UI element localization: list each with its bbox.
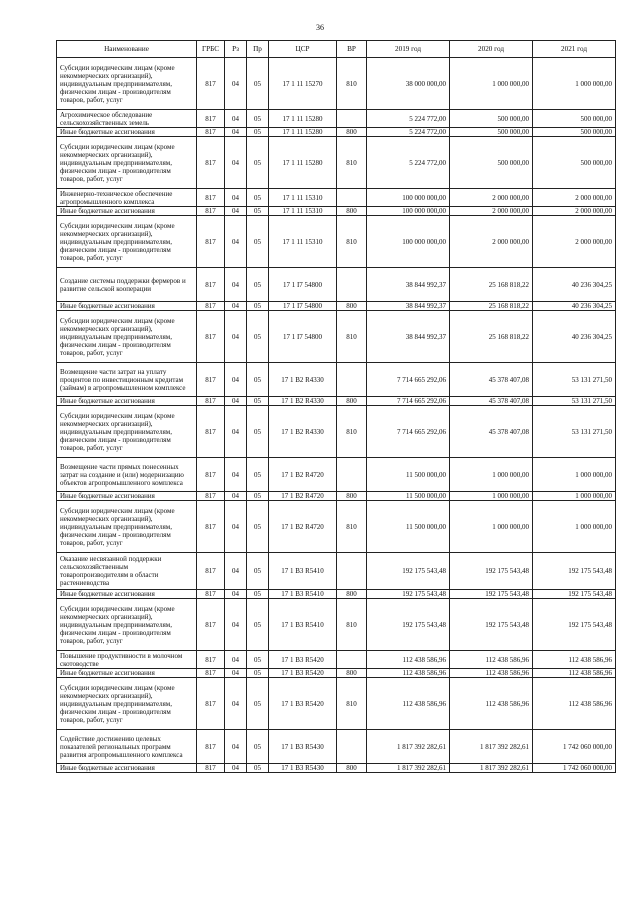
cell-name: Иные бюджетные ассигнования [57, 492, 197, 501]
cell-y2019: 192 175 543,48 [367, 590, 450, 599]
cell-vr [337, 553, 367, 590]
cell-grbs: 817 [197, 137, 225, 189]
cell-rz: 04 [225, 363, 247, 397]
cell-pr: 05 [247, 110, 269, 128]
cell-y2020: 1 000 000,00 [450, 492, 533, 501]
cell-csr: 17 1 11 15280 [269, 110, 337, 128]
cell-rz: 04 [225, 311, 247, 363]
table-row [57, 730, 616, 764]
cell-y2020: 2 000 000,00 [450, 189, 533, 207]
cell-name: Субсидии юридическим лицам (кроме некоммерческих организаций), индивидуальным предпринимателям, физическим лицам - производителям товаров, работ, услуг [57, 311, 197, 363]
cell-name: Содействие достижению целевых показателей региональных программ развития агропромышленного комплекса [57, 730, 197, 764]
cell-y2019: 5 224 772,00 [367, 110, 450, 128]
table-row [57, 678, 616, 730]
cell-y2021: 112 438 586,96 [533, 651, 616, 669]
cell-y2021: 500 000,00 [533, 110, 616, 128]
table-row [57, 128, 616, 137]
cell-grbs: 817 [197, 730, 225, 764]
cell-pr: 05 [247, 137, 269, 189]
cell-pr: 05 [247, 311, 269, 363]
cell-y2019: 38 000 000,00 [367, 58, 450, 110]
cell-csr: 17 1 B3 R5410 [269, 590, 337, 599]
cell-csr: 17 1 B2 R4330 [269, 397, 337, 406]
header-pr: Пр [247, 41, 269, 58]
cell-vr: 810 [337, 501, 367, 553]
cell-vr: 800 [337, 590, 367, 599]
cell-y2019: 192 175 543,48 [367, 553, 450, 590]
cell-name: Возмещение части затрат на уплату процентов по инвестиционным кредитам (займам) в агропромышленном комплексе [57, 363, 197, 397]
cell-y2021: 500 000,00 [533, 128, 616, 137]
table-row [57, 137, 616, 189]
cell-csr: 17 1 I7 54800 [269, 311, 337, 363]
header-name: Наименование [57, 41, 197, 58]
cell-y2020: 112 438 586,96 [450, 678, 533, 730]
cell-vr [337, 110, 367, 128]
cell-vr [337, 363, 367, 397]
cell-y2020: 1 000 000,00 [450, 501, 533, 553]
cell-y2019: 7 714 665 292,06 [367, 397, 450, 406]
cell-y2021: 1 742 060 000,00 [533, 764, 616, 773]
cell-grbs: 817 [197, 363, 225, 397]
cell-pr: 05 [247, 363, 269, 397]
cell-grbs: 817 [197, 501, 225, 553]
cell-y2019: 38 844 992,37 [367, 311, 450, 363]
cell-vr: 800 [337, 764, 367, 773]
cell-y2021: 1 000 000,00 [533, 492, 616, 501]
cell-grbs: 817 [197, 678, 225, 730]
budget-table [56, 40, 616, 773]
table-body [57, 58, 616, 773]
cell-y2020: 1 817 392 282,61 [450, 730, 533, 764]
cell-y2021: 53 131 271,50 [533, 406, 616, 458]
table-row [57, 189, 616, 207]
page-number: 36 [316, 23, 324, 32]
table-row [57, 458, 616, 492]
table-row [57, 764, 616, 773]
cell-name: Субсидии юридическим лицам (кроме некоммерческих организаций), индивидуальным предпринимателям, физическим лицам - производителям товаров, работ, услуг [57, 599, 197, 651]
cell-grbs: 817 [197, 590, 225, 599]
cell-csr: 17 1 B2 R4720 [269, 492, 337, 501]
cell-y2021: 2 000 000,00 [533, 216, 616, 268]
cell-rz: 04 [225, 216, 247, 268]
cell-csr: 17 1 11 15310 [269, 207, 337, 216]
cell-csr: 17 1 B3 R5420 [269, 678, 337, 730]
cell-csr: 17 1 B3 R5410 [269, 599, 337, 651]
cell-y2019: 7 714 665 292,06 [367, 406, 450, 458]
cell-y2019: 100 000 000,00 [367, 207, 450, 216]
cell-y2020: 1 817 392 282,61 [450, 764, 533, 773]
header-2020: 2020 год [450, 41, 533, 58]
cell-vr: 810 [337, 216, 367, 268]
cell-y2020: 192 175 543,48 [450, 553, 533, 590]
cell-y2021: 112 438 586,96 [533, 678, 616, 730]
cell-y2021: 53 131 271,50 [533, 363, 616, 397]
cell-vr: 800 [337, 128, 367, 137]
cell-rz: 04 [225, 730, 247, 764]
table-row [57, 651, 616, 669]
cell-grbs: 817 [197, 397, 225, 406]
cell-pr: 05 [247, 397, 269, 406]
cell-y2020: 25 168 818,22 [450, 268, 533, 302]
cell-vr [337, 268, 367, 302]
cell-grbs: 817 [197, 406, 225, 458]
table-header-row [57, 41, 616, 58]
table-row [57, 590, 616, 599]
cell-csr: 17 1 I7 54800 [269, 302, 337, 311]
cell-pr: 05 [247, 501, 269, 553]
cell-grbs: 817 [197, 669, 225, 678]
cell-y2020: 500 000,00 [450, 110, 533, 128]
cell-grbs: 817 [197, 268, 225, 302]
cell-grbs: 817 [197, 651, 225, 669]
cell-name: Субсидии юридическим лицам (кроме некоммерческих организаций), индивидуальным предпринимателям, физическим лицам - производителям товаров, работ, услуг [57, 678, 197, 730]
cell-pr: 05 [247, 492, 269, 501]
cell-pr: 05 [247, 669, 269, 678]
cell-grbs: 817 [197, 110, 225, 128]
cell-vr: 800 [337, 669, 367, 678]
table-row [57, 406, 616, 458]
cell-rz: 04 [225, 651, 247, 669]
cell-pr: 05 [247, 406, 269, 458]
cell-rz: 04 [225, 678, 247, 730]
cell-grbs: 817 [197, 58, 225, 110]
cell-pr: 05 [247, 590, 269, 599]
header-2019: 2019 год [367, 41, 450, 58]
cell-y2019: 38 844 992,37 [367, 302, 450, 311]
cell-rz: 04 [225, 669, 247, 678]
cell-rz: 04 [225, 501, 247, 553]
cell-rz: 04 [225, 110, 247, 128]
table-row [57, 207, 616, 216]
cell-vr: 800 [337, 397, 367, 406]
cell-y2020: 25 168 818,22 [450, 311, 533, 363]
cell-vr [337, 458, 367, 492]
cell-csr: 17 1 11 15280 [269, 128, 337, 137]
cell-rz: 04 [225, 397, 247, 406]
cell-csr: 17 1 B2 R4720 [269, 458, 337, 492]
cell-y2020: 500 000,00 [450, 128, 533, 137]
cell-grbs: 817 [197, 553, 225, 590]
cell-y2019: 38 844 992,37 [367, 268, 450, 302]
cell-csr: 17 1 B3 R5410 [269, 553, 337, 590]
cell-y2021: 2 000 000,00 [533, 207, 616, 216]
cell-y2020: 1 000 000,00 [450, 58, 533, 110]
header-2021: 2021 год [533, 41, 616, 58]
cell-y2019: 11 500 000,00 [367, 458, 450, 492]
cell-y2021: 1 000 000,00 [533, 458, 616, 492]
cell-y2019: 112 438 586,96 [367, 651, 450, 669]
cell-grbs: 817 [197, 764, 225, 773]
cell-y2019: 1 817 392 282,61 [367, 730, 450, 764]
cell-y2019: 5 224 772,00 [367, 137, 450, 189]
cell-grbs: 817 [197, 216, 225, 268]
cell-grbs: 817 [197, 458, 225, 492]
cell-y2020: 112 438 586,96 [450, 669, 533, 678]
cell-name: Возмещение части прямых понесенных затрат на создание и (или) модернизацию объектов агропромышленного комплекса [57, 458, 197, 492]
cell-y2019: 7 714 665 292,06 [367, 363, 450, 397]
cell-y2021: 1 000 000,00 [533, 501, 616, 553]
cell-csr: 17 1 B3 R5430 [269, 764, 337, 773]
cell-name: Субсидии юридическим лицам (кроме некоммерческих организаций), индивидуальным предпринимателям, физическим лицам - производителям товаров, работ, услуг [57, 216, 197, 268]
table-row [57, 216, 616, 268]
cell-y2019: 5 224 772,00 [367, 128, 450, 137]
table-row [57, 363, 616, 397]
cell-y2021: 53 131 271,50 [533, 397, 616, 406]
cell-y2021: 1 742 060 000,00 [533, 730, 616, 764]
table-row [57, 599, 616, 651]
cell-vr: 810 [337, 678, 367, 730]
cell-rz: 04 [225, 599, 247, 651]
cell-y2021: 40 236 304,25 [533, 268, 616, 302]
cell-name: Иные бюджетные ассигнования [57, 397, 197, 406]
cell-vr [337, 730, 367, 764]
cell-y2021: 192 175 543,48 [533, 599, 616, 651]
table-row [57, 110, 616, 128]
cell-rz: 04 [225, 406, 247, 458]
cell-name: Иные бюджетные ассигнования [57, 302, 197, 311]
header-csr: ЦСР [269, 41, 337, 58]
cell-name: Субсидии юридическим лицам (кроме некоммерческих организаций), индивидуальным предпринимателям, физическим лицам - производителям товаров, работ, услуг [57, 58, 197, 110]
cell-rz: 04 [225, 764, 247, 773]
cell-pr: 05 [247, 189, 269, 207]
cell-csr: 17 1 B3 R5430 [269, 730, 337, 764]
cell-y2020: 2 000 000,00 [450, 207, 533, 216]
table-row [57, 302, 616, 311]
cell-y2019: 100 000 000,00 [367, 216, 450, 268]
cell-pr: 05 [247, 458, 269, 492]
cell-csr: 17 1 B2 R4720 [269, 501, 337, 553]
cell-rz: 04 [225, 137, 247, 189]
cell-csr: 17 1 11 15310 [269, 216, 337, 268]
cell-y2019: 11 500 000,00 [367, 501, 450, 553]
cell-pr: 05 [247, 764, 269, 773]
cell-grbs: 817 [197, 207, 225, 216]
cell-rz: 04 [225, 553, 247, 590]
cell-vr: 810 [337, 406, 367, 458]
cell-name: Иные бюджетные ассигнования [57, 128, 197, 137]
cell-grbs: 817 [197, 311, 225, 363]
cell-y2019: 192 175 543,48 [367, 599, 450, 651]
table-row [57, 501, 616, 553]
cell-pr: 05 [247, 730, 269, 764]
cell-csr: 17 1 11 15270 [269, 58, 337, 110]
cell-csr: 17 1 B2 R4330 [269, 406, 337, 458]
cell-name: Создание системы поддержки фермеров и развитие сельской кооперации [57, 268, 197, 302]
cell-rz: 04 [225, 302, 247, 311]
cell-y2021: 40 236 304,25 [533, 311, 616, 363]
cell-pr: 05 [247, 553, 269, 590]
cell-name: Субсидии юридическим лицам (кроме некоммерческих организаций), индивидуальным предпринимателям, физическим лицам - производителям товаров, работ, услуг [57, 137, 197, 189]
cell-vr: 810 [337, 599, 367, 651]
cell-y2021: 1 000 000,00 [533, 58, 616, 110]
cell-grbs: 817 [197, 189, 225, 207]
cell-vr: 810 [337, 58, 367, 110]
cell-name: Агрохимическое обследование сельскохозяйственных земель [57, 110, 197, 128]
cell-y2021: 500 000,00 [533, 137, 616, 189]
cell-y2019: 112 438 586,96 [367, 669, 450, 678]
cell-name: Иные бюджетные ассигнования [57, 590, 197, 599]
cell-pr: 05 [247, 651, 269, 669]
cell-vr [337, 189, 367, 207]
cell-y2019: 1 817 392 282,61 [367, 764, 450, 773]
cell-y2020: 500 000,00 [450, 137, 533, 189]
cell-name: Субсидии юридическим лицам (кроме некоммерческих организаций), индивидуальным предпринимателям, физическим лицам - производителям товаров, работ, услуг [57, 501, 197, 553]
cell-vr: 800 [337, 207, 367, 216]
cell-y2021: 40 236 304,25 [533, 302, 616, 311]
cell-name: Иные бюджетные ассигнования [57, 207, 197, 216]
cell-pr: 05 [247, 207, 269, 216]
cell-csr: 17 1 B2 R4330 [269, 363, 337, 397]
cell-y2020: 25 168 818,22 [450, 302, 533, 311]
cell-csr: 17 1 B3 R5420 [269, 669, 337, 678]
cell-pr: 05 [247, 268, 269, 302]
header-vr: ВР [337, 41, 367, 58]
cell-grbs: 817 [197, 302, 225, 311]
cell-name: Иные бюджетные ассигнования [57, 669, 197, 678]
cell-y2020: 112 438 586,96 [450, 651, 533, 669]
cell-y2020: 45 378 407,08 [450, 406, 533, 458]
table-row [57, 58, 616, 110]
cell-grbs: 817 [197, 128, 225, 137]
cell-name: Повышение продуктивности в молочном скотоводстве [57, 651, 197, 669]
cell-pr: 05 [247, 678, 269, 730]
cell-vr: 800 [337, 492, 367, 501]
cell-y2020: 192 175 543,48 [450, 590, 533, 599]
cell-grbs: 817 [197, 492, 225, 501]
table-row [57, 669, 616, 678]
cell-csr: 17 1 B3 R5420 [269, 651, 337, 669]
cell-rz: 04 [225, 590, 247, 599]
cell-pr: 05 [247, 128, 269, 137]
cell-rz: 04 [225, 458, 247, 492]
cell-vr [337, 651, 367, 669]
cell-rz: 04 [225, 58, 247, 110]
cell-pr: 05 [247, 216, 269, 268]
table-row [57, 311, 616, 363]
cell-vr: 810 [337, 137, 367, 189]
table-row [57, 397, 616, 406]
cell-name: Оказание несвязанной поддержки сельскохозяйственным товаропроизводителям в области растениеводства [57, 553, 197, 590]
cell-pr: 05 [247, 599, 269, 651]
cell-y2021: 192 175 543,48 [533, 590, 616, 599]
cell-y2021: 192 175 543,48 [533, 553, 616, 590]
cell-vr: 810 [337, 311, 367, 363]
cell-name: Иные бюджетные ассигнования [57, 764, 197, 773]
cell-y2019: 112 438 586,96 [367, 678, 450, 730]
cell-grbs: 817 [197, 599, 225, 651]
cell-y2020: 1 000 000,00 [450, 458, 533, 492]
cell-csr: 17 1 11 15310 [269, 189, 337, 207]
table-row [57, 268, 616, 302]
cell-y2020: 2 000 000,00 [450, 216, 533, 268]
cell-name: Инженерно-техническое обеспечение агропромышленного комплекса [57, 189, 197, 207]
cell-y2021: 112 438 586,96 [533, 669, 616, 678]
cell-vr: 800 [337, 302, 367, 311]
header-grbs: ГРБС [197, 41, 225, 58]
cell-y2021: 2 000 000,00 [533, 189, 616, 207]
cell-rz: 04 [225, 189, 247, 207]
table-row [57, 492, 616, 501]
cell-y2020: 45 378 407,08 [450, 397, 533, 406]
cell-rz: 04 [225, 492, 247, 501]
cell-y2020: 45 378 407,08 [450, 363, 533, 397]
cell-csr: 17 1 I7 54800 [269, 268, 337, 302]
cell-csr: 17 1 11 15280 [269, 137, 337, 189]
cell-rz: 04 [225, 128, 247, 137]
cell-pr: 05 [247, 58, 269, 110]
cell-y2019: 100 000 000,00 [367, 189, 450, 207]
header-rz: Рз [225, 41, 247, 58]
cell-name: Субсидии юридическим лицам (кроме некоммерческих организаций), индивидуальным предпринимателям, физическим лицам - производителям товаров, работ, услуг [57, 406, 197, 458]
cell-y2019: 11 500 000,00 [367, 492, 450, 501]
cell-y2020: 192 175 543,48 [450, 599, 533, 651]
cell-rz: 04 [225, 268, 247, 302]
cell-pr: 05 [247, 302, 269, 311]
table-row [57, 553, 616, 590]
cell-rz: 04 [225, 207, 247, 216]
